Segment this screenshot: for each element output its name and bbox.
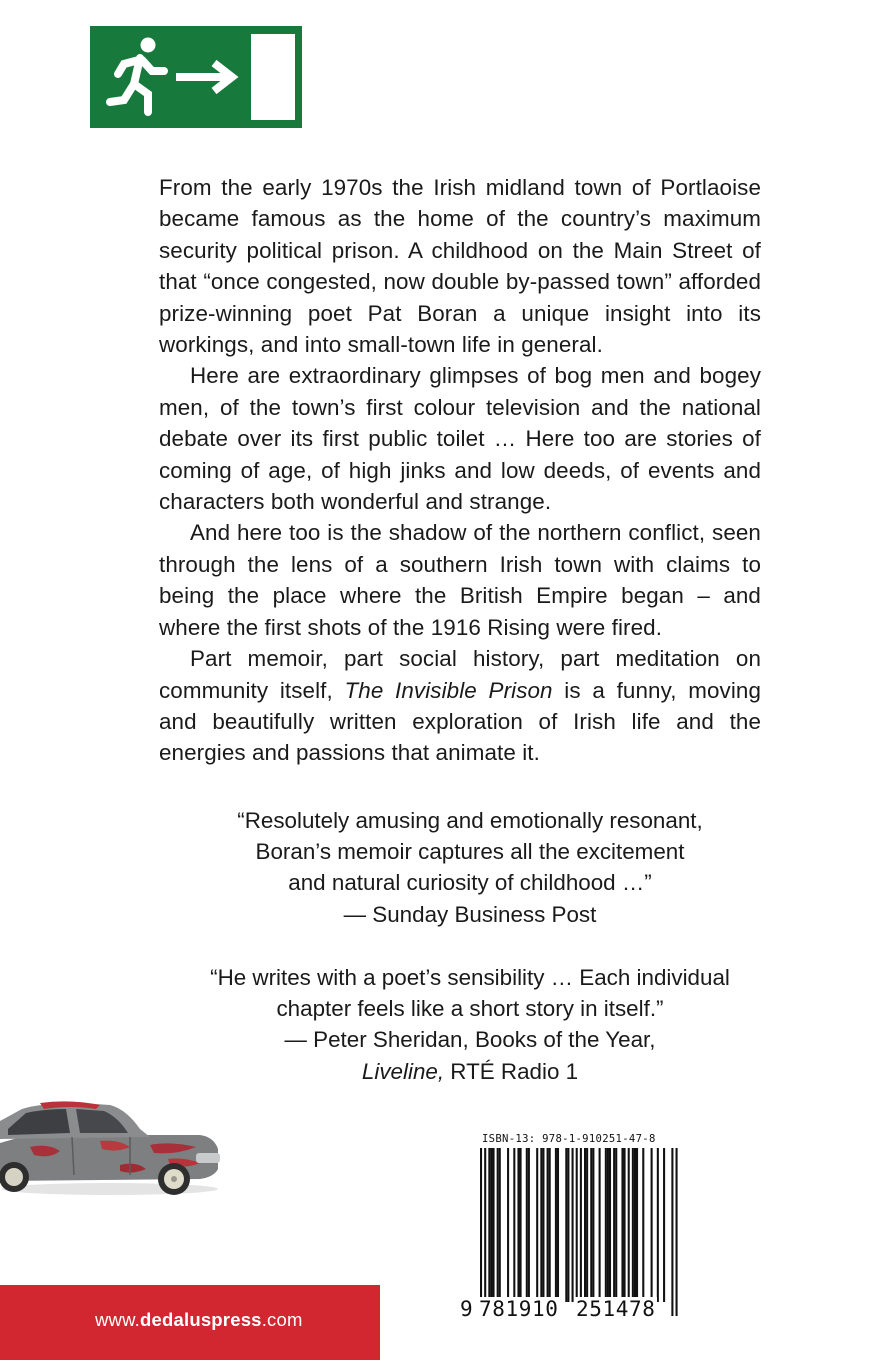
isbn-digit-first: 9 — [460, 1297, 473, 1321]
barcode-bar — [671, 1148, 673, 1316]
barcode-bar — [590, 1148, 592, 1302]
url-suffix: .com — [261, 1309, 303, 1330]
toy-car-icon — [0, 1095, 222, 1205]
barcode-bar — [634, 1148, 636, 1302]
quote2-source-rest: RTÉ Radio 1 — [444, 1058, 579, 1084]
barcode-bar — [613, 1148, 615, 1302]
barcode-bar — [555, 1148, 557, 1302]
barcode-bar — [624, 1148, 626, 1302]
barcode-bar — [572, 1148, 574, 1302]
barcode-icon — [460, 1148, 684, 1316]
barcode-bar — [547, 1148, 549, 1302]
url-prefix: www. — [95, 1309, 140, 1330]
barcode-bar — [580, 1148, 582, 1316]
barcode-bar — [615, 1148, 617, 1302]
quote1-attribution: — Sunday Business Post — [343, 901, 597, 927]
isbn-barcode — [460, 1130, 684, 1325]
isbn-digit-group-2: 251478 — [576, 1297, 656, 1321]
barcode-bar — [609, 1148, 611, 1302]
isbn-digits — [460, 1297, 684, 1323]
quote1-line-2: Boran’s memoir captures all the excitement — [255, 839, 685, 865]
barcode-bar — [586, 1148, 588, 1302]
quote2-source — [120, 1056, 820, 1087]
publisher-website-link[interactable] — [95, 1309, 303, 1331]
review-quote-1 — [120, 805, 820, 930]
barcode-bar — [628, 1148, 630, 1302]
barcode-bar — [520, 1148, 522, 1302]
barcode-bar — [642, 1148, 644, 1302]
blurb-paragraph-1: From the early 1970s the Irish midland town of Portlaoise became famous as the home of the country’s maximum security political prison. A childhood on the Main Street of that “once congested, now double by-passed town” afforded prize-winning poet Pat Boran a unique insight into its workings, and into small-town life in general. — [159, 175, 761, 358]
barcode-bar — [526, 1148, 528, 1302]
blurb-paragraph-2: Here are extraordinary glimpses of bog men and bogey men, of the town’s first colour television and the national debate over its first public toilet … Here too are stories of coming of age, of high jinks and low deeds, of events and characters both wonderful and strange. — [159, 363, 761, 515]
book-title: The Invisible Prison — [344, 677, 553, 703]
barcode-bar — [651, 1148, 653, 1302]
barcode-bar — [565, 1148, 567, 1302]
url-domain: dedaluspress — [140, 1309, 262, 1330]
barcode-bar — [584, 1148, 586, 1302]
quote2-source-italic: Liveline, — [361, 1058, 445, 1084]
barcode-bar — [490, 1148, 492, 1302]
barcode-bar — [492, 1148, 494, 1302]
barcode-bar — [676, 1148, 678, 1316]
isbn-digit-group-1: 781910 — [479, 1297, 559, 1321]
barcode-bar — [557, 1148, 559, 1302]
barcode-bar — [607, 1148, 609, 1302]
barcode-bar — [576, 1148, 578, 1316]
isbn-label: ISBN-13: 978-1-910251-47-8 — [482, 1133, 656, 1145]
review-quote-2 — [120, 962, 820, 1087]
blurb-paragraph-4 — [159, 643, 761, 769]
barcode-bar — [540, 1148, 542, 1302]
barcode-bar — [636, 1148, 638, 1302]
car-image — [0, 1095, 222, 1205]
barcode-bar — [517, 1148, 519, 1302]
barcode-bar — [592, 1148, 594, 1302]
barcode-bar — [484, 1148, 486, 1316]
barcode-bar — [549, 1148, 551, 1302]
barcode-bar — [663, 1148, 665, 1302]
barcode-bar — [542, 1148, 544, 1302]
barcode-bar — [621, 1148, 623, 1302]
barcode-bar — [632, 1148, 634, 1302]
barcode-bar — [480, 1148, 482, 1316]
barcode-bar — [528, 1148, 530, 1302]
barcode-bar — [507, 1148, 509, 1302]
barcode-bar — [605, 1148, 607, 1302]
barcode-bar — [499, 1148, 501, 1302]
barcode-bar — [513, 1148, 515, 1302]
running-man-exit-sign-icon — [90, 26, 302, 128]
quote1-line-1: “Resolutely amusing and emotionally resonant, — [237, 808, 703, 833]
barcode-bar — [497, 1148, 499, 1302]
quote1-line-3: and natural curiosity of childhood …” — [288, 870, 652, 896]
quote2-line-2: chapter feels like a short story in itself.” — [276, 996, 664, 1022]
quote2-attribution: — Peter Sheridan, Books of the Year, — [284, 1027, 656, 1053]
blurb-p4-after: is a funny, moving and beautifully written exploration of Irish life and the energies and passions that animate it. — [159, 677, 761, 766]
barcode-bar — [488, 1148, 490, 1302]
barcode-bar — [657, 1148, 659, 1302]
barcode-bar — [536, 1148, 538, 1302]
exit-sign — [90, 26, 302, 128]
back-cover-blurb — [159, 172, 761, 769]
barcode-bar — [567, 1148, 569, 1302]
blurb-p4-before: Part memoir, part social history, part meditation on community itself, — [159, 646, 761, 703]
barcode-bar — [599, 1148, 601, 1302]
blurb-paragraph-3: And here too is the shadow of the northern conflict, seen through the lens of a southern Irish town with claims to being the place where the British Empire began – and where the first shots of the 1916 Rising were fired. — [159, 520, 761, 640]
publisher-footer — [0, 1285, 380, 1360]
quote2-line-1: “He writes with a poet’s sensibility … Each individual — [210, 965, 730, 990]
